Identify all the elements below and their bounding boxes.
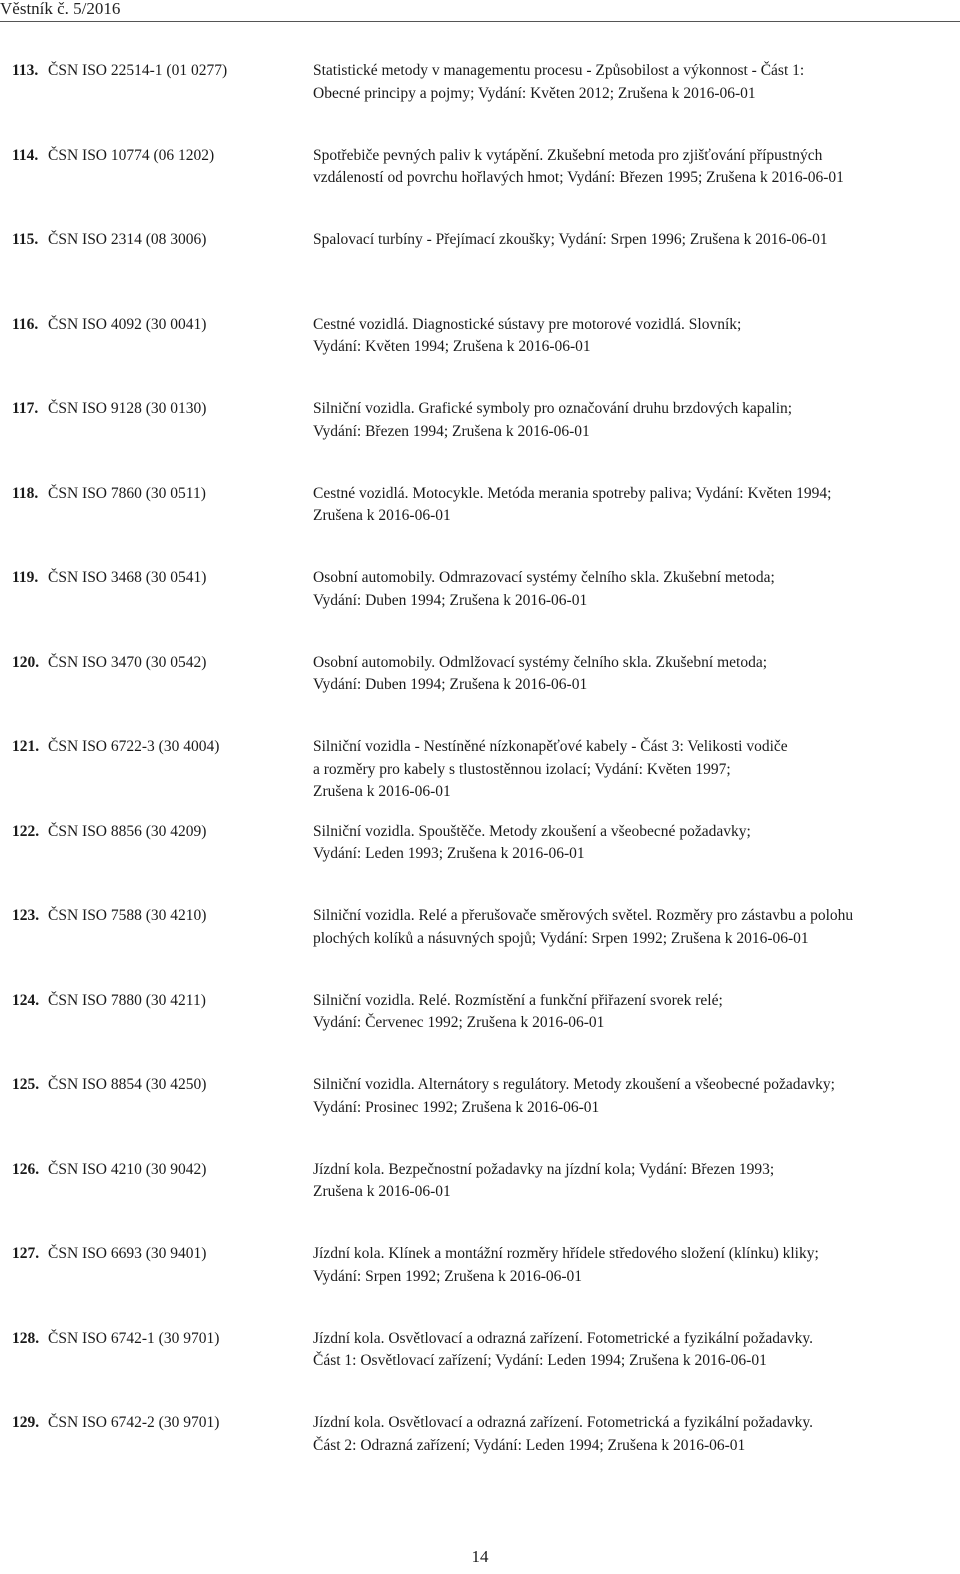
description-line: Obecné principy a pojmy; Vydání: Květen 2012; Zrušena k 2016-06-01 [313,84,756,102]
standard-code: ČSN ISO 7880 (30 4211) [48,991,206,1009]
list-item [0,652,960,737]
list-item [0,483,960,568]
description-line: Vydání: Květen 1994; Zrušena k 2016-06-01 [313,338,591,355]
standard-code: ČSN ISO 6742-2 (30 9701) [48,1414,220,1431]
entry-number: 123. [12,907,40,924]
entry-number: 113. [12,62,39,79]
standard-description [313,990,958,1035]
standards-list [0,60,960,1497]
standard-description [313,483,958,528]
description-line: Vydání: Březen 1994; Zrušena k 2016-06-01 [313,422,590,440]
entry-number: 119. [12,569,39,586]
entry-number: 120. [12,653,40,671]
description-line: Spotřebiče pevných paliv k vytápění. Zkušební metoda pro zjišťování přípustných [313,146,823,164]
list-item [0,821,960,906]
standard-code: ČSN ISO 2314 (08 3006) [48,231,207,248]
standard-code: ČSN ISO 8856 (30 4209) [48,822,207,840]
entry-number: 116. [12,315,39,333]
description-line: Osobní automobily. Odmlžovací systémy čelního skla. Zkušební metoda; [313,653,768,671]
description-line: Část 2: Odrazná zařízení; Vydání: Leden 1994; Zrušena k 2016-06-01 [313,1436,746,1454]
list-item [0,1159,960,1244]
standard-description [313,398,958,443]
standard-description [313,1412,958,1457]
standard-description [313,1074,958,1119]
list-item [0,314,960,399]
standard-description [313,60,958,105]
description-line: Cestné vozidlá. Motocykle. Metóda merania spotreby paliva; Vydání: Květen 1994; [313,484,832,502]
standard-code: ČSN ISO 6693 (30 9401) [48,1245,207,1262]
standard-description [313,145,958,190]
entry-number: 125. [12,1076,40,1093]
page-number: 14 [471,1547,489,1566]
description-line: Zrušena k 2016-06-01 [313,1183,451,1200]
standard-code: ČSN ISO 9128 (30 0130) [48,400,207,417]
standard-code: ČSN ISO 7588 (30 4210) [48,907,207,924]
description-line: Vydání: Červenec 1992; Zrušena k 2016-06-01 [313,1014,605,1031]
description-line: Vydání: Prosinec 1992; Zrušena k 2016-06-01 [313,1098,600,1116]
standard-description [313,736,958,804]
standard-description [313,314,958,359]
journal-header: Věstník č. 5/2016 [0,0,121,18]
description-line: Statistické metody v managementu procesu - Způsobilost a výkonnost - Část 1: [313,62,805,79]
header-rule [0,21,960,22]
standard-code: ČSN ISO 10774 (06 1202) [48,146,215,164]
description-line: Jízdní kola. Osvětlovací a odrazná zařízení. Fotometrické a fyzikální požadavky. [313,1329,813,1347]
description-line: Spalovací turbíny - Přejímací zkoušky; Vydání: Srpen 1996; Zrušena k 2016-06-01 [313,231,828,248]
description-line: Vydání: Duben 1994; Zrušena k 2016-06-01 [313,676,588,693]
description-line: plochých kolíků a násuvných spojů; Vydání: Srpen 1992; Zrušena k 2016-06-01 [313,929,809,947]
description-line: Zrušena k 2016-06-01 [313,783,451,800]
description-line: Zrušena k 2016-06-01 [313,507,451,524]
description-line: Vydání: Leden 1993; Zrušena k 2016-06-01 [313,845,585,862]
standard-description [313,905,958,950]
list-item [0,1243,960,1328]
list-item [0,145,960,230]
list-item [0,567,960,652]
list-item [0,1074,960,1159]
description-line: Osobní automobily. Odmrazovací systémy čelního skla. Zkušební metoda; [313,569,775,586]
standard-code: ČSN ISO 4210 (30 9042) [48,1160,207,1178]
description-line: Silniční vozidla. Alternátory s regulátory. Metody zkoušení a všeobecné požadavky; [313,1076,835,1093]
standard-description [313,821,958,866]
standard-description [313,567,958,612]
description-line: Silniční vozidla - Nestíněné nízkonapěťové kabely - Část 3: Velikosti vodiče [313,738,788,755]
standard-description [313,652,958,697]
description-line: vzdáleností od povrchu hořlavých hmot; Vydání: Březen 1995; Zrušena k 2016-06-01 [313,169,844,186]
list-item [0,990,960,1075]
standard-description [313,229,958,252]
description-line: Silniční vozidla. Grafické symboly pro označování druhu brzdových kapalin; [313,400,793,417]
description-line: Vydání: Duben 1994; Zrušena k 2016-06-01 [313,591,588,609]
standard-description [313,1243,958,1288]
entry-number: 115. [12,231,39,248]
description-line: Silniční vozidla. Relé. Rozmístění a funkční přiřazení svorek relé; [313,991,723,1009]
entry-number: 122. [12,822,40,840]
standard-description [313,1328,958,1373]
entry-number: 124. [12,991,40,1009]
list-item [0,60,960,145]
list-item [0,1328,960,1413]
entry-number: 114. [12,146,39,164]
description-line: Jízdní kola. Klínek a montážní rozměry hřídele středového složení (klínku) kliky; [313,1245,819,1262]
description-line: Jízdní kola. Bezpečnostní požadavky na jízdní kola; Vydání: Březen 1993; [313,1160,775,1178]
description-line: Jízdní kola. Osvětlovací a odrazná zařízení. Fotometrická a fyzikální požadavky. [313,1414,813,1431]
standard-code: ČSN ISO 4092 (30 0041) [48,315,207,333]
standard-code: ČSN ISO 6742-1 (30 9701) [48,1329,220,1347]
standard-code: ČSN ISO 3468 (30 0541) [48,569,207,586]
list-item [0,229,960,314]
entry-number: 118. [12,484,39,502]
description-line: Vydání: Srpen 1992; Zrušena k 2016-06-01 [313,1267,583,1285]
description-line: a rozměry pro kabely s tlustostěnnou izolací; Vydání: Květen 1997; [313,760,731,778]
standard-description [313,1159,958,1204]
list-item [0,1412,960,1497]
entry-number: 121. [12,738,40,755]
list-item [0,736,960,821]
description-line: Silniční vozidla. Spouštěče. Metody zkoušení a všeobecné požadavky; [313,822,751,840]
description-line: Cestné vozidlá. Diagnostické sústavy pre motorové vozidlá. Slovník; [313,315,742,333]
standard-code: ČSN ISO 6722-3 (30 4004) [48,738,220,755]
entry-number: 128. [12,1329,40,1347]
standard-code: ČSN ISO 7860 (30 0511) [48,484,206,502]
entry-number: 127. [12,1245,40,1262]
description-line: Silniční vozidla. Relé a přerušovače směrových světel. Rozměry pro zástavbu a polohu [313,907,854,924]
standard-code: ČSN ISO 8854 (30 4250) [48,1076,207,1093]
list-item [0,398,960,483]
standard-code: ČSN ISO 3470 (30 0542) [48,653,207,671]
list-item [0,905,960,990]
entry-number: 126. [12,1160,40,1178]
entry-number: 117. [12,400,39,417]
entry-number: 129. [12,1414,40,1431]
description-line: Část 1: Osvětlovací zařízení; Vydání: Leden 1994; Zrušena k 2016-06-01 [313,1352,767,1369]
standard-code: ČSN ISO 22514-1 (01 0277) [48,62,228,79]
